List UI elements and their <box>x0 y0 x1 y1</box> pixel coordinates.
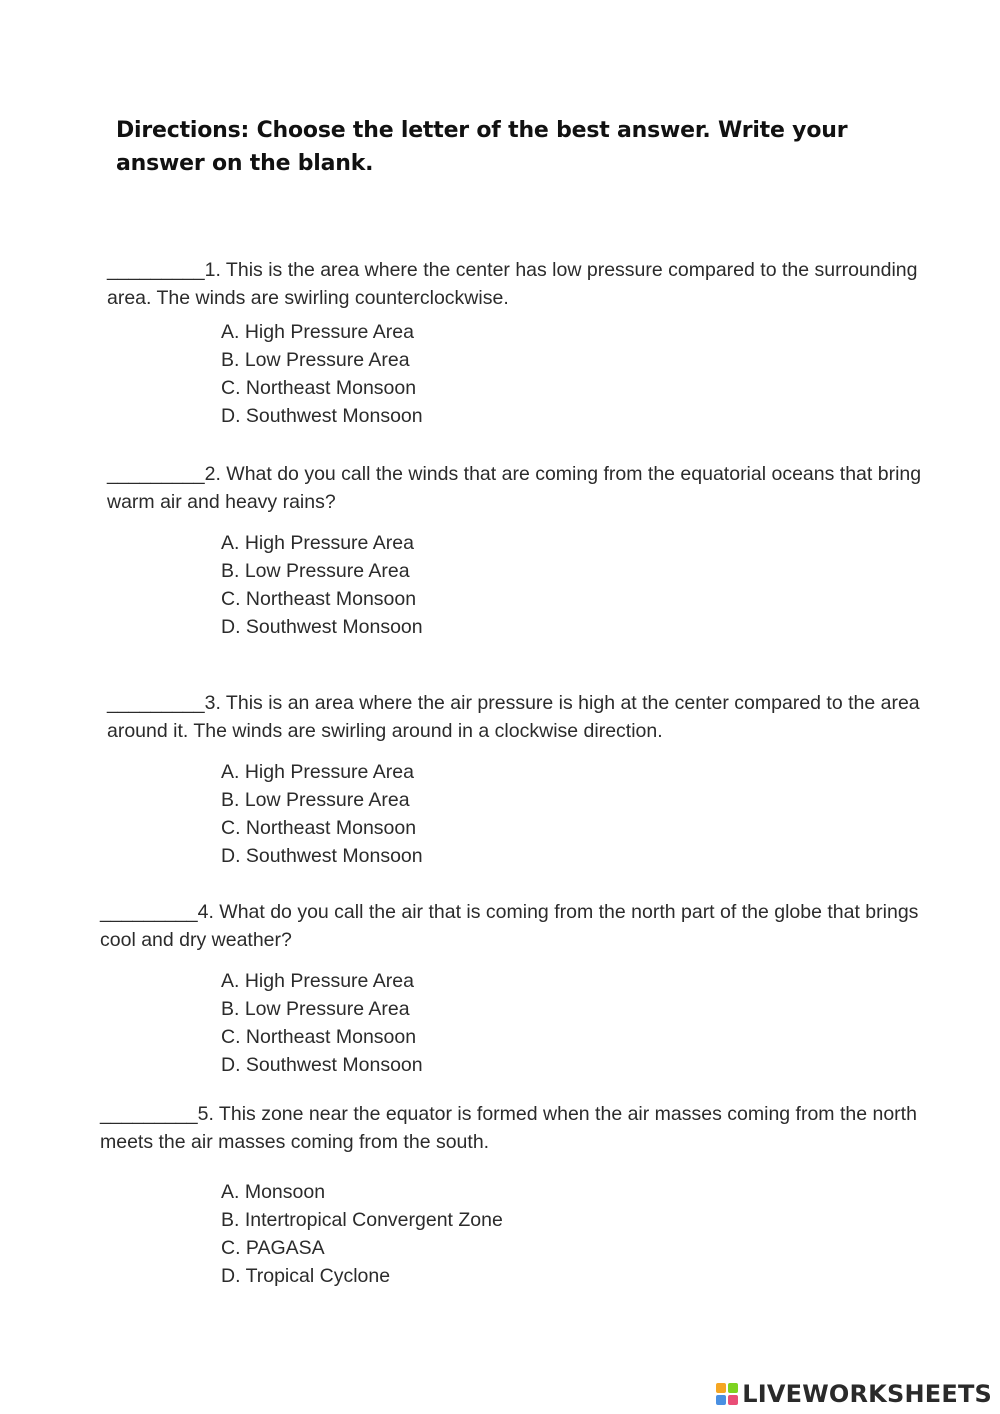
options-list <box>107 318 957 430</box>
option-d: D. Southwest Monsoon <box>221 405 423 427</box>
option-a: A. High Pressure Area <box>221 970 414 992</box>
option-b: B. Low Pressure Area <box>221 349 410 371</box>
option-a: A. High Pressure Area <box>221 532 414 554</box>
option-b: B. Low Pressure Area <box>221 998 410 1020</box>
question-stem: _________5. This zone near the equator is formed when the air masses coming from the north meets the air masses coming from the south. <box>100 1103 917 1153</box>
liveworksheets-watermark <box>716 1380 992 1408</box>
option-c: C. PAGASA <box>221 1237 325 1259</box>
options-list <box>100 1178 950 1290</box>
question-4 <box>100 898 950 1079</box>
option-b: B. Intertropical Convergent Zone <box>221 1209 503 1231</box>
option-d: D. Tropical Cyclone <box>221 1265 391 1287</box>
option-a: A. High Pressure Area <box>221 321 414 343</box>
option-d: D. Southwest Monsoon <box>221 845 423 867</box>
logo-cell <box>728 1395 738 1405</box>
option-b: B. Low Pressure Area <box>221 789 410 811</box>
question-stem: _________3. This is an area where the air pressure is high at the center compared to the area around it. The winds are swirling around in a clockwise direction. <box>107 692 920 742</box>
logo-cell <box>728 1383 738 1393</box>
logo-cell <box>716 1395 726 1405</box>
options-list <box>107 758 957 870</box>
watermark-text: LIVEWORKSHEETS <box>742 1380 992 1408</box>
question-stem: _________4. What do you call the air that is coming from the north part of the globe that brings cool and dry weather? <box>100 901 919 951</box>
option-d: D. Southwest Monsoon <box>221 616 423 638</box>
option-b: B. Low Pressure Area <box>221 560 410 582</box>
question-2 <box>107 460 957 641</box>
options-list <box>100 967 950 1079</box>
question-1 <box>107 256 957 430</box>
option-c: C. Northeast Monsoon <box>221 377 417 399</box>
question-5 <box>100 1100 950 1290</box>
option-c: C. Northeast Monsoon <box>221 1026 417 1048</box>
options-list <box>107 529 957 641</box>
option-c: C. Northeast Monsoon <box>221 588 417 610</box>
liveworksheets-logo-icon <box>716 1383 738 1405</box>
question-stem: _________1. This is the area where the center has low pressure compared to the surrounding area. The winds are swirling counterclockwise. <box>107 259 918 309</box>
logo-cell <box>716 1383 726 1393</box>
option-c: C. Northeast Monsoon <box>221 817 417 839</box>
directions-heading: Directions: Choose the letter of the best answer. Write your answer on the blank. <box>116 118 848 176</box>
question-stem: _________2. What do you call the winds that are coming from the equatorial oceans that bring warm air and heavy rains? <box>107 463 922 513</box>
option-a: A. Monsoon <box>221 1181 326 1203</box>
question-3 <box>107 689 957 870</box>
option-a: A. High Pressure Area <box>221 761 414 783</box>
option-d: D. Southwest Monsoon <box>221 1054 423 1076</box>
